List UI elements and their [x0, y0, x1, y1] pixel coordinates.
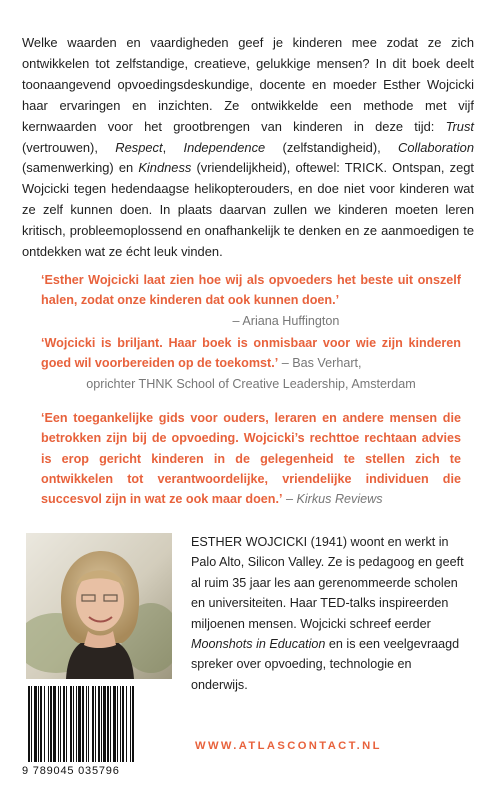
barcode-bar	[117, 686, 118, 762]
barcode-bar	[86, 686, 87, 762]
barcode-bar	[82, 686, 84, 762]
value-kindness: Kindness	[138, 160, 192, 176]
isbn-barcode	[26, 686, 178, 762]
blurb-text: Welke waarden en vaardigheden geef je kinderen mee zodat ze zich ontwikkelen tot zelfstandige, creatieve, gelukkige mensen? In dit boek deelt toonaangevend opvoedingsdeskundige, docente en moeder Esther Wojcicki haar ervaringen en inzichten. Ze ontwikkelde een methode met vijf kernwaarden voor het grootbrengen van kinderen in deze tijd:	[22, 35, 474, 134]
barcode-bar	[63, 686, 65, 762]
barcode-bar	[28, 686, 30, 762]
barcode-bar	[40, 686, 42, 762]
quote-text: ‘Een toegankelijke gids voor ouders, leraren en andere mensen die betrokken zijn bij de opvoeding. Wojcicki’s rechttoe rechtaan advies is erop gericht kinderen in de gelegenheid te stellen zich te ontwikkelen tot verantwoordelijke, vriendelijke individuen die succesvol zijn in wat ze ook maar doen.’	[41, 411, 461, 507]
barcode-bar	[58, 686, 59, 762]
value-independence: Independence	[183, 139, 266, 155]
blurb-text: (vriendelijkheid), oftewel: TRICK. Ontspan, zegt Wojcicki tegen hedendaagse helikopterouders, en doe niet voor kinderen wat ze zelf kunnen doen. In plaats daarvan zullen we kinderen moeten leren kritisch, probleemoplossend en onafhankelijk te denken en ze aanmoedigen te ontdekken wat ze écht leuk vinden.	[22, 160, 474, 260]
quote-source-affiliation: oprichter THNK School of Creative Leadership, Amsterdam	[86, 376, 416, 391]
barcode-bar	[76, 686, 77, 762]
barcode-bar	[122, 686, 124, 762]
author-portrait-image	[26, 533, 172, 679]
bio-book-title: Moonshots in Education	[191, 637, 326, 652]
barcode-bar	[107, 686, 109, 762]
barcode-bar	[38, 686, 39, 762]
back-cover-blurb	[22, 33, 474, 263]
quote-huffington	[41, 270, 461, 331]
barcode-bar	[70, 686, 72, 762]
author-bio	[191, 532, 471, 695]
barcode-bar	[113, 686, 116, 762]
barcode-bar	[130, 686, 131, 762]
barcode-bar	[50, 686, 52, 762]
barcode-bar	[92, 686, 94, 762]
barcode-bar	[98, 686, 100, 762]
barcode-bar	[73, 686, 74, 762]
blurb-paragraph	[22, 33, 474, 263]
bio-text: en is een veelgevraagd spreker over opvoeding, technologie en onderwijs.	[191, 637, 460, 692]
bio-text: ESTHER WOJCICKI (1941) woont en werkt in Palo Alto, Silicon Valley. Ze is pedagoog en geeft al ruim 35 jaar les aan gerenommeerde scholen en universiteiten. Haar TED-talks inspireerden miljoenen mensen. Wojcicki schreef eerder	[191, 535, 464, 631]
quote-verhart	[41, 333, 461, 394]
author-photo	[26, 533, 172, 679]
barcode-bar	[101, 686, 102, 762]
barcode-bar	[126, 686, 127, 762]
barcode-bar	[95, 686, 96, 762]
barcode-bar	[88, 686, 89, 762]
barcode-bars	[26, 686, 178, 762]
value-collaboration: Collaboration	[398, 139, 474, 155]
barcode-bar	[60, 686, 61, 762]
blurb-text: (zelfstandigheid),	[265, 139, 399, 155]
barcode-bar	[110, 686, 111, 762]
quote-source: – Bas Verhart,	[278, 356, 362, 371]
barcode-bar	[66, 686, 67, 762]
barcode-bar	[53, 686, 56, 762]
barcode-bar	[44, 686, 45, 762]
quote-source: – Ariana Huffington	[232, 313, 340, 328]
quote-text: ‘Esther Wojcicki laat zien hoe wij als opvoeders het beste uit onszelf halen, zodat onze kinderen dat ook kunnen doen.’	[41, 273, 461, 308]
blurb-text: (vertrouwen),	[22, 139, 116, 155]
blurb-text: (samenwerking) en	[22, 160, 139, 176]
quote-text: ‘Wojcicki is briljant. Haar boek is onmisbaar voor wie zijn kinderen goed wil voorbereiden op de toekomst.’	[41, 336, 461, 371]
barcode-bar	[120, 686, 121, 762]
barcode-bar	[78, 686, 81, 762]
quote-kirkus	[41, 408, 461, 509]
publisher-url[interactable]: WWW.ATLASCONTACT.NL	[195, 740, 382, 752]
barcode-bar	[103, 686, 106, 762]
value-respect: Respect	[115, 139, 163, 155]
isbn-number: 9 789045 035796	[22, 765, 120, 777]
value-trust: Trust	[445, 118, 474, 134]
blurb-text: ,	[162, 139, 184, 155]
barcode-bar	[132, 686, 134, 762]
barcode-bar	[34, 686, 37, 762]
quote-source: – Kirkus Reviews	[282, 492, 383, 507]
barcode-bar	[31, 686, 32, 762]
barcode-bar	[48, 686, 49, 762]
